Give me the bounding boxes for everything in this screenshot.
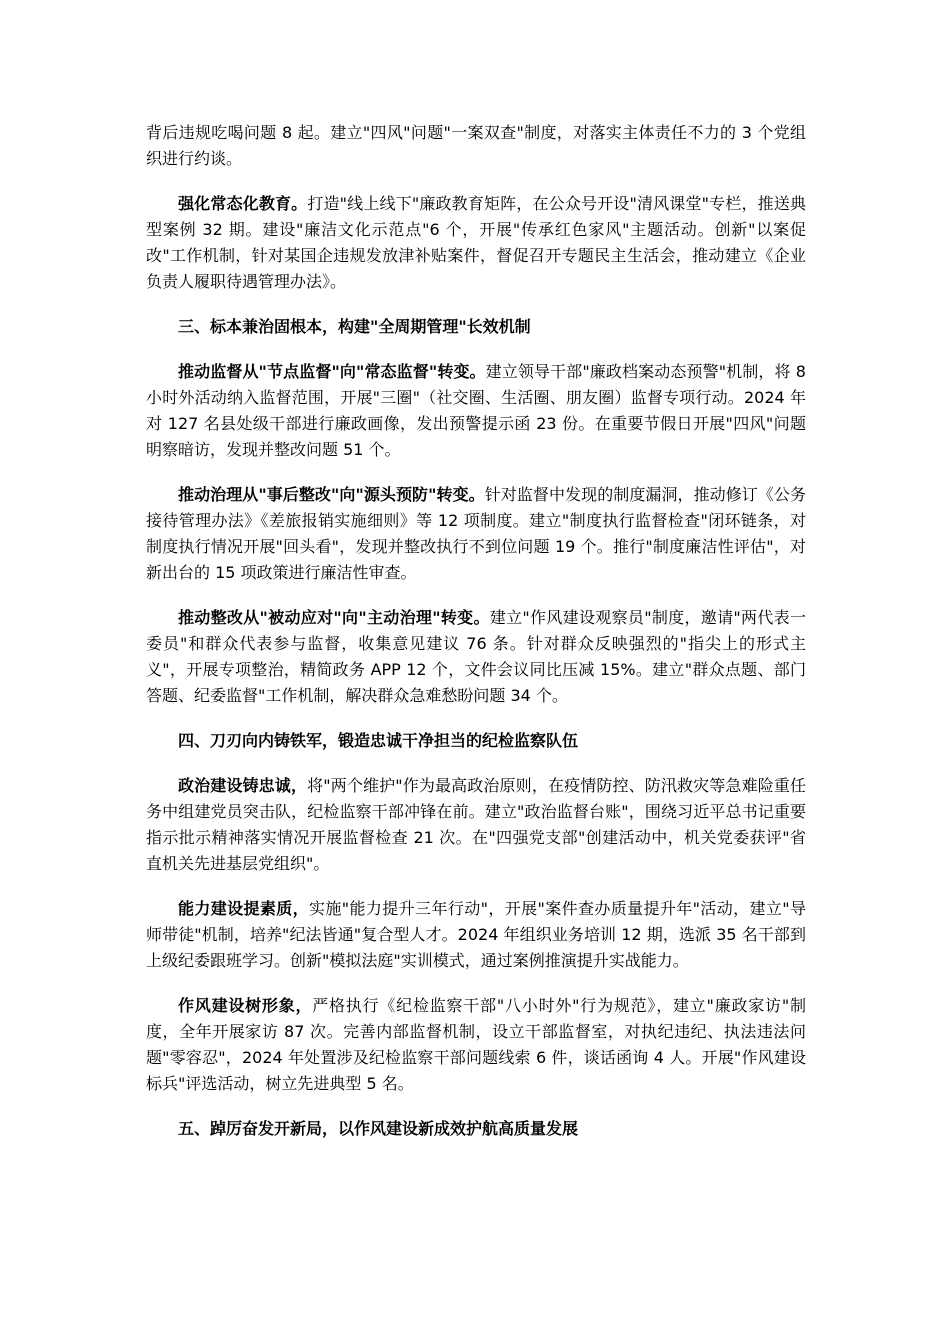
document-page <box>146 120 806 1161</box>
paragraph-text: 背后违规吃喝问题 8 起。建立"四风"问题"一案双查"制度，对落实主体责任不力的 3 个党组织进行约谈。 <box>146 123 806 168</box>
paragraph-continuation <box>146 120 806 172</box>
paragraph-text: 建立"作风建设观察员"制度，邀请"两代表一委员"和群众代表参与监督，收集意见建议 76 条。针对群众反映强烈的"指尖上的形式主义"，开展专项整治，精简政务 APP 12 个，文件会议同比压减 15%。建立"群众点题、部门答题、纪委监督"工作机制，解决群众急难愁盼问题 34 个。 <box>146 608 806 705</box>
paragraph-text: 将"两个维护"作为最高政治原则，在疫情防控、防汛救灾等急难险重任务中组建党员突击队，纪检监察干部冲锋在前。建立"政治监督台账"，围绕习近平总书记重要指示批示精神落实情况开展监督检查 21 次。在"四强党支部"创建活动中，机关党委获评"省直机关先进基层党组织"。 <box>146 776 806 873</box>
heading-text: 五、踔厉奋发开新局，以作风建设新成效护航高质量发展 <box>178 1119 579 1138</box>
section-heading-4 <box>146 728 806 754</box>
paragraph-lead: 政治建设铸忠诚， <box>178 776 308 795</box>
paragraph-text: 打造"线上线下"廉政教育矩阵，在公众号开设"清风课堂"专栏，推送典型案例 32 期。建设"廉洁文化示范点"6 个，开展"传承红色家风"主题活动。创新"以案促改"工作机制，针对某国企违规发放津补贴案件，督促召开专题民主生活会，推动建立《企业负责人履职待遇管理办法》。 <box>146 194 806 291</box>
paragraph-capability-building <box>146 896 806 974</box>
paragraph-lead: 强化常态化教育。 <box>178 194 308 213</box>
paragraph-supervision-shift <box>146 359 806 463</box>
paragraph-rectification-shift <box>146 605 806 709</box>
paragraph-lead: 推动监督从"节点监督"向"常态监督"转变。 <box>178 362 486 381</box>
section-heading-5 <box>146 1116 806 1142</box>
paragraph-text: 实施"能力提升三年行动"，开展"案件查办质量提升年"活动，建立"导师带徒"机制，培养"纪法皆通"复合型人才。2024 年组织业务培训 12 期，选派 35 名干部到上级纪委跟班学习。创新"模拟法庭"实训模式，通过案例推演提升实战能力。 <box>146 899 806 970</box>
paragraph-style-building <box>146 993 806 1097</box>
paragraph-lead: 推动治理从"事后整改"向"源头预防"转变。 <box>178 485 485 504</box>
paragraph-political-building <box>146 773 806 877</box>
paragraph-lead: 能力建设提素质， <box>178 899 310 918</box>
heading-text: 三、标本兼治固根本，构建"全周期管理"长效机制 <box>178 317 531 336</box>
paragraph-lead: 作风建设树形象， <box>178 996 313 1015</box>
paragraph-text: 针对监督中发现的制度漏洞，推动修订《公务接待管理办法》《差旅报销实施细则》等 12 项制度。建立"制度执行监督检查"闭环链条，对制度执行情况开展"回头看"，发现并整改执行不到位问题 19 个。推行"制度廉洁性评估"，对新出台的 15 项政策进行廉洁性审查。 <box>146 485 806 582</box>
paragraph-text: 严格执行《纪检监察干部"八小时外"行为规范》，建立"廉政家访"制度，全年开展家访 87 次。完善内部监督机制，设立干部监督室，对执纪违纪、执法违法问题"零容忍"，2024 年处置涉及纪检监察干部问题线索 6 件，谈话函询 4 人。开展"作风建设标兵"评选活动，树立先进典型 5 名。 <box>146 996 806 1093</box>
paragraph-governance-shift <box>146 482 806 586</box>
paragraph-text: 建立领导干部"廉政档案动态预警"机制，将 8 小时外活动纳入监督范围，开展"三圈"（社交圈、生活圈、朋友圈）监督专项行动。2024 年对 127 名县处级干部进行廉政画像，发出预警提示函 23 份。在重要节假日开展"四风"问题明察暗访，发现并整改问题 51 个。 <box>146 362 806 459</box>
section-heading-3 <box>146 314 806 340</box>
paragraph-lead: 推动整改从"被动应对"向"主动治理"转变。 <box>178 608 490 627</box>
heading-text: 四、刀刃向内铸铁军，锻造忠诚干净担当的纪检监察队伍 <box>178 731 579 750</box>
paragraph-strengthen-education <box>146 191 806 295</box>
